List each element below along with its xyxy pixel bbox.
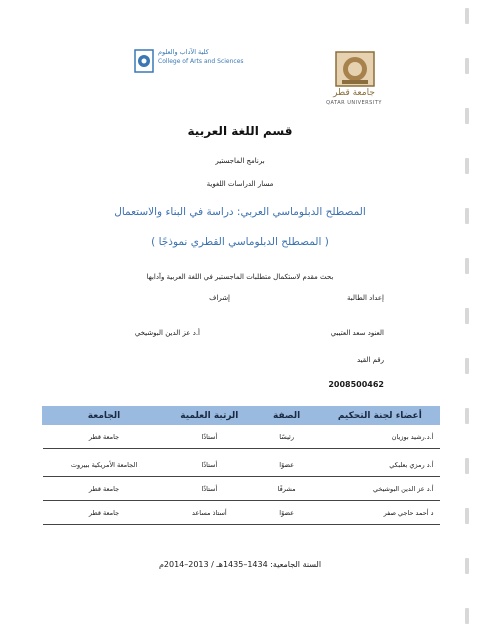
member-rank: أستاذًا [166,477,254,501]
college-english-name: College of Arts and Sciences [158,58,244,65]
member-university: جامعة قطر [43,477,166,501]
academic-year: السنة الجامعية: 1434–1435هـ / 2013–2014م [158,560,322,569]
member-role: عضوًا [253,501,320,525]
member-name: أ.د.رشيد بوزيان [320,425,439,449]
member-name: أ.د عز الدين البوشيخي [320,477,439,501]
member-rank: أستاذًا [166,425,254,449]
member-name: د أحمد حاجي صفر [320,501,439,525]
table-row [43,453,440,477]
college-arabic-name: كلية الآداب والعلوم [158,48,209,56]
member-name: أ.د رمزي بعلبكي [320,453,439,477]
member-rank: أستاذ مساعد [166,501,254,525]
member-role: عضوًا [253,453,320,477]
program-name: برنامج الماجستير [215,157,265,165]
member-role: مشرفًا [253,477,320,501]
thesis-subtitle: ( المصطلح الدبلوماسي القطري نموذجًا ) [151,236,329,248]
college-logo-icon [133,48,155,74]
member-role: رئيسًا [253,425,320,449]
registration-number: 2008500462 [328,380,384,389]
committee-table [42,406,440,525]
member-university: الجامعة الأمريكية ببيروت [43,453,166,477]
binding-holes [462,0,474,640]
thesis-title: المصطلح الدبلوماسي العربي: دراسة في البناء والاستعمال [114,206,366,218]
supervision-label: إشراف [209,294,230,302]
qatar-university-english: QATAR UNIVERSITY [326,100,382,106]
supervisor-name: أ.د عز الدين البوشيخي [134,329,200,337]
header-university: الجامعة [43,407,166,425]
thesis-purpose: بحث مقدم لاستكمال متطلبات الماجستير في اللغة العربية وآدابها [146,273,334,281]
prepared-by-label: إعداد الطالبة [346,294,384,302]
table-row [43,477,440,501]
header-rank: الرتبة العلمية [166,407,254,425]
member-rank: أستاذًا [166,453,254,477]
member-university: جامعة قطر [43,501,166,525]
table-row [43,425,440,449]
header-members: أعضاء لجنة التحكيم [320,407,439,425]
qatar-university-arabic: جامعة قطر [333,88,375,98]
student-name: العنود سعد العتيبي [330,329,384,337]
table-row [43,501,440,525]
track-name: مسار الدراسات اللغوية [206,180,274,188]
committee-header-row [43,407,440,425]
department-title: قسم اللغة العربية [187,124,293,138]
header-role: الصفة [253,407,320,425]
member-university: جامعة قطر [43,425,166,449]
registration-label: رقم القيد [356,356,384,364]
